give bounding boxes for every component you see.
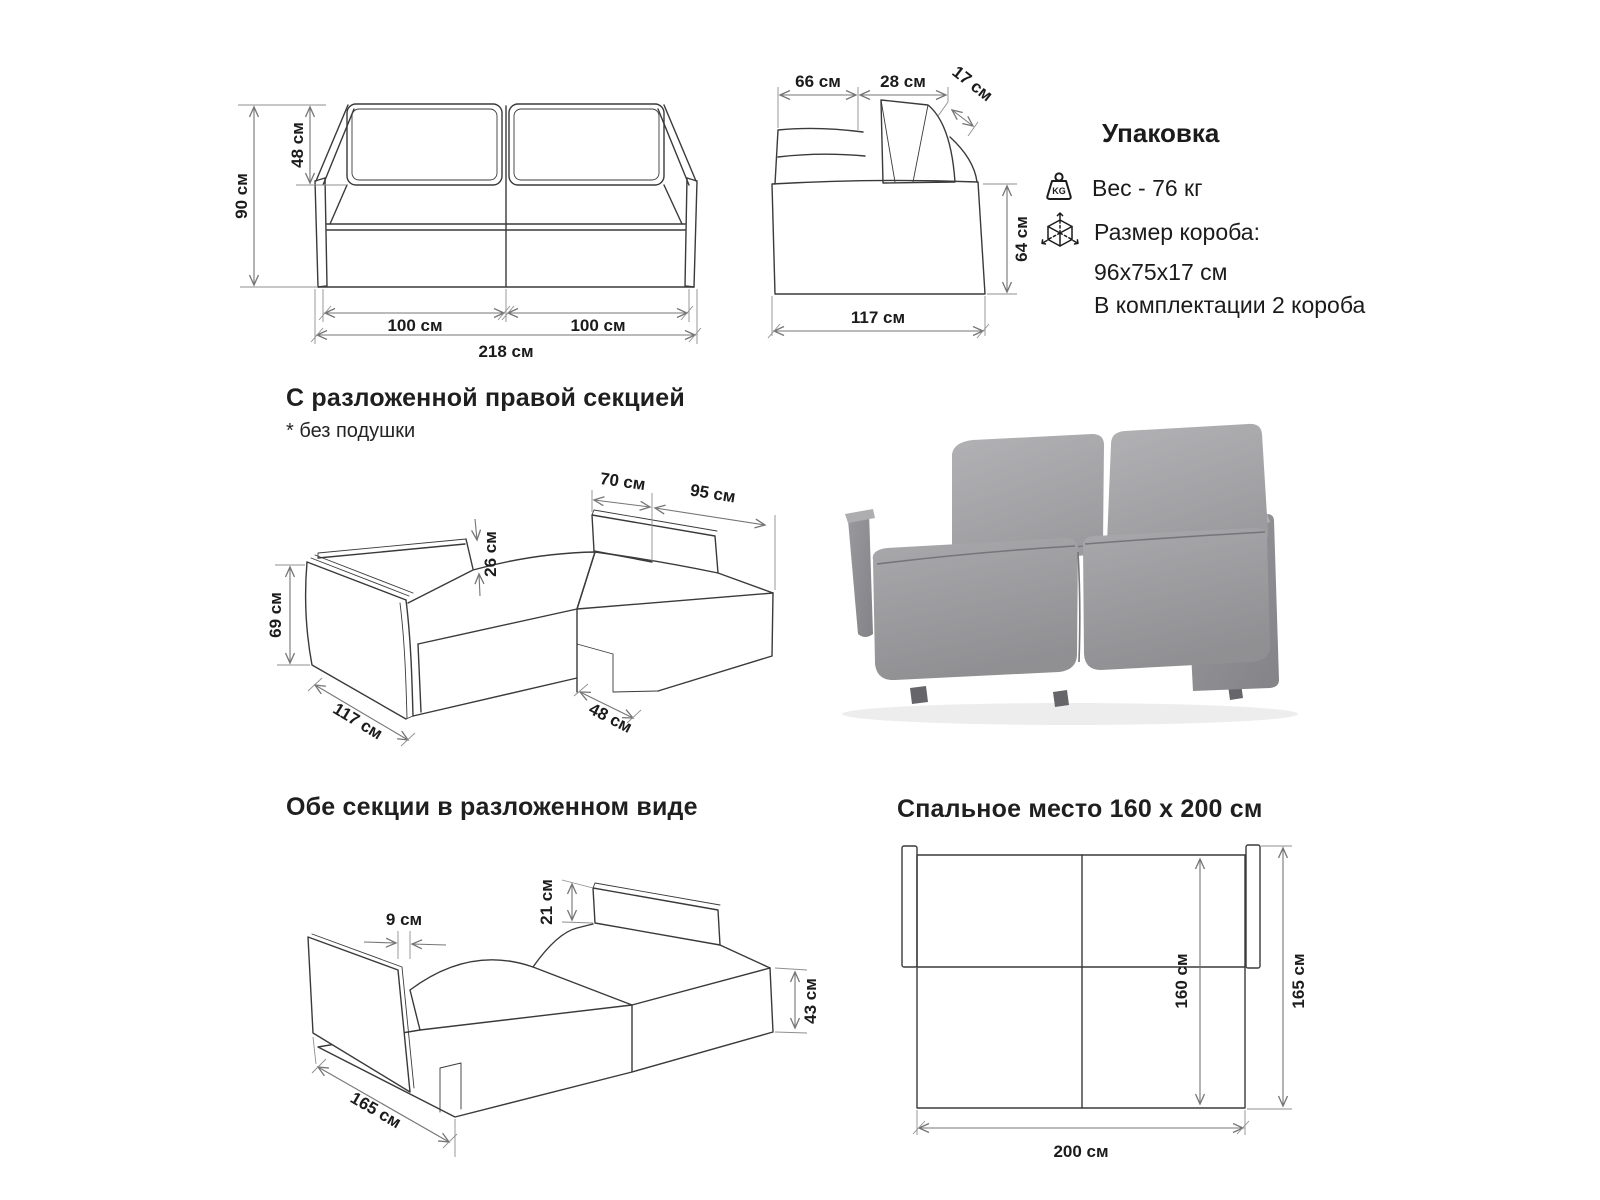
side-view-diagram — [745, 42, 1045, 354]
dim-label-bed-extension: 95 см — [688, 480, 737, 507]
dim-label-seat-height: 64 см — [1012, 216, 1031, 262]
sleeping-area-dimension-lines — [913, 846, 1292, 1135]
sofa-seat-cushion-left — [873, 538, 1078, 680]
both-sections-title: Обе секции в разложенном виде — [286, 793, 698, 821]
packaging-weight-label: Вес - 76 кг — [1092, 174, 1203, 201]
sofa-shadow — [842, 703, 1298, 725]
dim-label-mattress-width: 160 см — [1172, 953, 1191, 1009]
front-view-diagram — [230, 72, 745, 364]
weight-kg-icon — [1040, 171, 1078, 205]
dim-label-backrest-height: 48 см — [288, 122, 307, 168]
dim-label-support-depth: 48 см — [585, 699, 636, 737]
dim-label-panel-gap: 9 см — [385, 910, 423, 929]
box-dimensions-icon — [1040, 211, 1080, 253]
right-section-unfolded-diagram — [255, 448, 815, 778]
dim-label-total-depth: 117 см — [850, 308, 906, 327]
packaging-info — [1040, 118, 1420, 319]
dim-label-overall-width: 165 см — [1289, 953, 1308, 1009]
sofa-product-photo — [815, 392, 1345, 737]
packaging-box-count-note: В комплектации 2 короба — [1094, 292, 1366, 318]
dim-label-backrest-thickness: 17 см — [948, 62, 997, 106]
dim-label-side-height: 69 см — [266, 592, 285, 638]
dim-label-total-width: 218 см — [478, 342, 534, 361]
packaging-box-size-value: 96x75x17 см — [1094, 259, 1228, 285]
dim-label-section-depth: 117 см — [329, 699, 386, 744]
sofa-left-arm — [848, 512, 873, 637]
sleeping-area-title: Спальное место 160 x 200 см — [897, 795, 1263, 823]
packaging-box-size-label: Размер короба: — [1094, 218, 1260, 245]
dim-label-left-seat-width: 100 см — [387, 316, 443, 335]
dim-label-section-length: 165 см — [347, 1088, 405, 1133]
dim-label-right-seat-width: 100 см — [570, 316, 626, 335]
right-section-title: С разложенной правой секцией — [286, 384, 685, 412]
svg-text:KG: KG — [1052, 186, 1066, 196]
both-sections-unfolded-diagram — [265, 845, 825, 1185]
packaging-weight-row — [1040, 171, 1420, 205]
packaging-box-row — [1040, 211, 1420, 253]
dim-label-backrest-depth: 28 см — [880, 72, 926, 91]
packaging-title: Упаковка — [1102, 118, 1220, 148]
dim-label-bed-length: 200 см — [1053, 1142, 1109, 1161]
dim-label-seat-depth: 66 см — [795, 72, 841, 91]
dim-label-total-height: 90 см — [232, 173, 251, 219]
dim-label-backrest-above-bed: 21 см — [537, 879, 556, 925]
dim-label-backrest-above-seat: 26 см — [481, 531, 500, 577]
sofa-seat-cushion-right — [1083, 528, 1270, 670]
right-section-note: * без подушки — [286, 420, 416, 442]
sleeping-area-diagram — [855, 838, 1345, 1183]
dim-label-backrest-width: 70 см — [598, 468, 647, 495]
dim-label-bed-height: 43 см — [801, 978, 820, 1024]
